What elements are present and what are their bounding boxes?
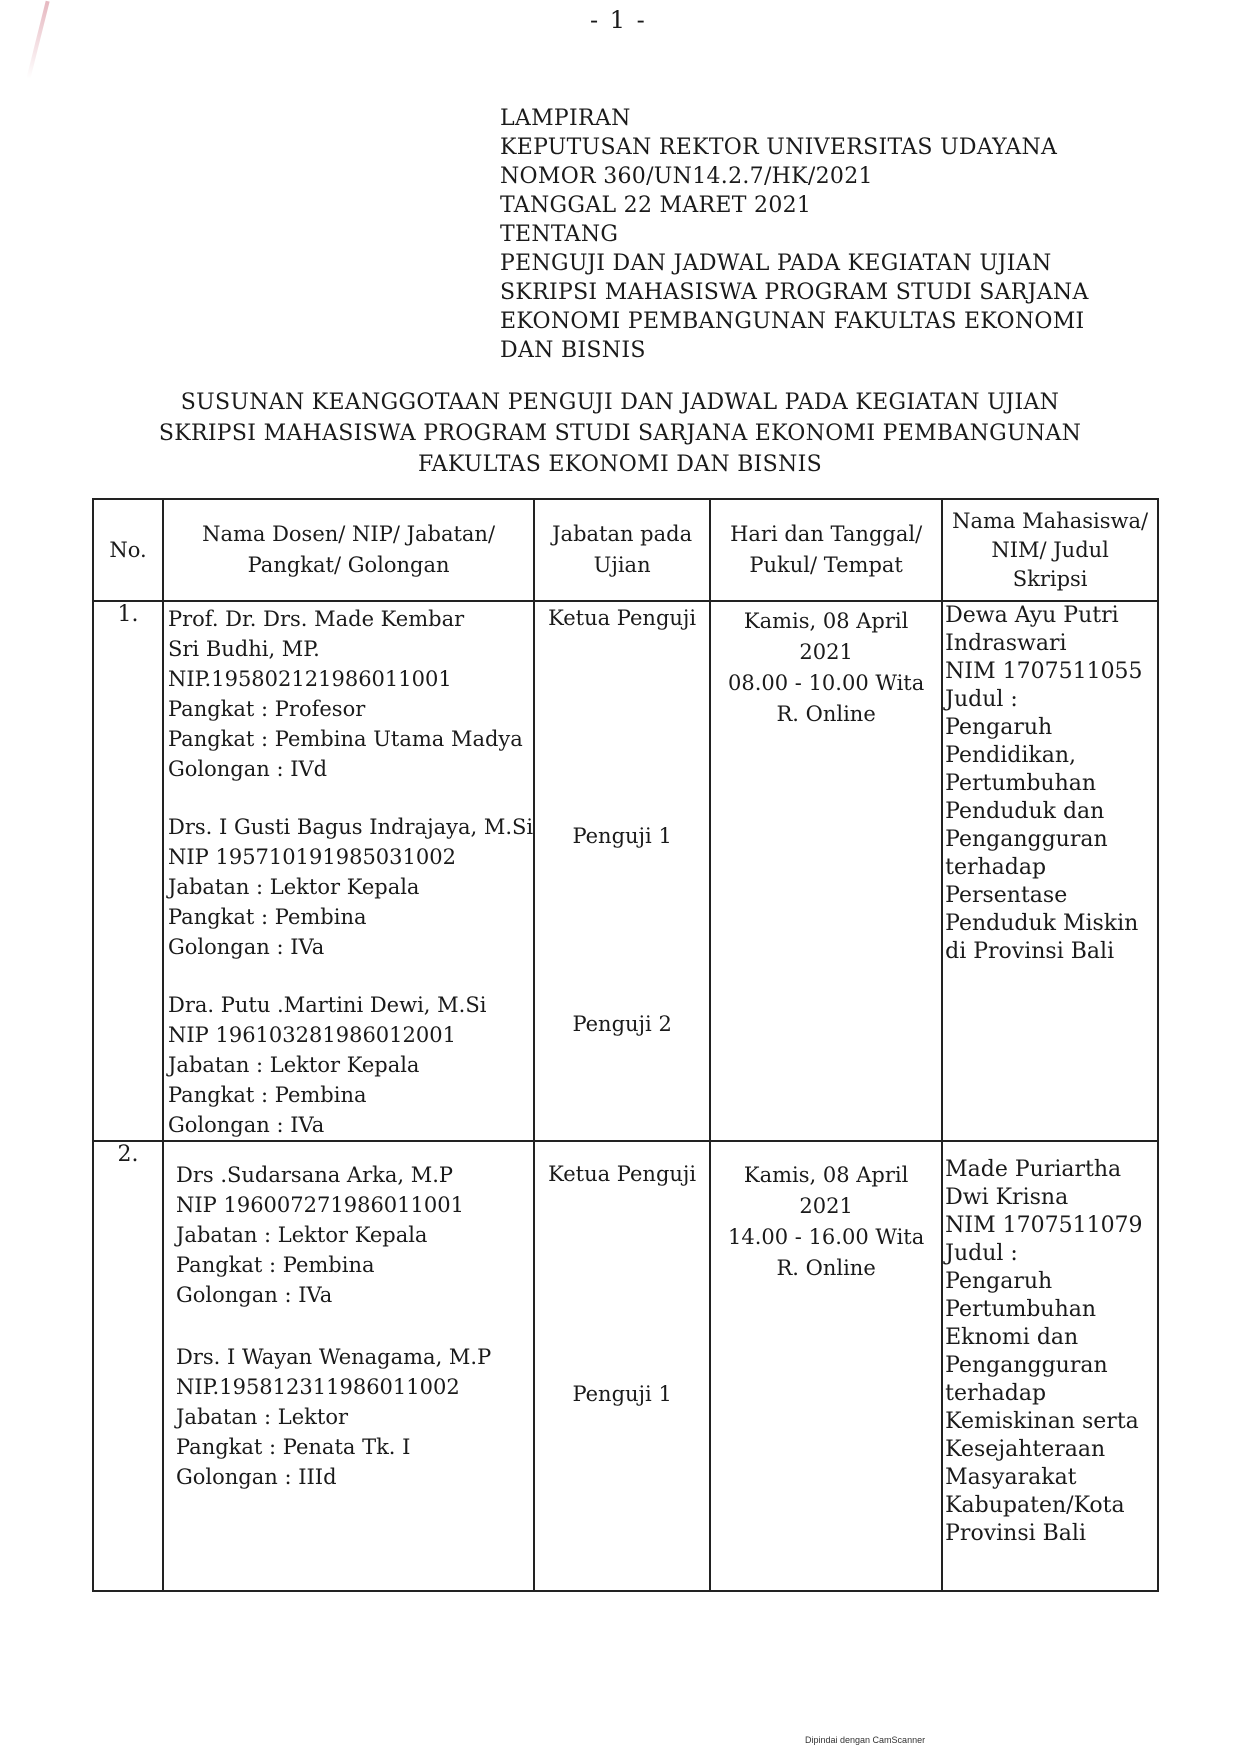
exam-role-list [534, 1141, 710, 1591]
scanner-watermark: Dipindai dengan CamScanner [805, 1735, 926, 1745]
exam-role-list [534, 601, 710, 1141]
row-number: 1. [93, 601, 163, 1141]
exam-schedule: Kamis, 08 April 2021 08.00 - 10.00 Wita R. Online [710, 601, 942, 1141]
header-line: TANGGAL 22 MARET 2021 [500, 193, 812, 218]
decree-header [500, 104, 1100, 365]
header-line: TENTANG [500, 222, 619, 247]
examiner-list [163, 1141, 534, 1591]
header-line: EKONOMI PEMBANGUNAN FAKULTAS EKONOMI [500, 309, 1085, 334]
student-info: Made Puriartha Dwi Krisna NIM 1707511079 Judul : Pengaruh Pertumbuhan Eknomi dan Pengangguran terhadap Kemiskinan serta Kesejahteraan Masyarakat Kabupaten/Kota Provinsi Bali [942, 1141, 1158, 1591]
student-info: Dewa Ayu Putri Indraswari NIM 1707511055 Judul : Pengaruh Pendidikan, Pertumbuhan Penduduk dan Pengangguran terhadap Persentase Penduduk Miskin di Provinsi Bali [942, 601, 1158, 1141]
title-line: FAKULTAS EKONOMI DAN BISNIS [418, 452, 822, 477]
header-no: No. [93, 499, 163, 601]
examiner-schedule-table [92, 498, 1159, 1592]
title-line: SUSUNAN KEANGGOTAAN PENGUJI DAN JADWAL PADA KEGIATAN UJIAN [180, 390, 1060, 415]
examiner-entry: Prof. Dr. Drs. Made Kembar Sri Budhi, MP. NIP.195802121986011001 Pangkat : Profesor Pangkat : Pembina Utama Madya Golongan : IVd [168, 607, 523, 781]
header-line: PENGUJI DAN JADWAL PADA KEGIATAN UJIAN [500, 251, 1052, 276]
page-number: - 1 - [590, 6, 647, 34]
header-line: DAN BISNIS [500, 338, 646, 363]
exam-role: Penguji 1 [572, 1382, 672, 1406]
exam-role: Penguji 1 [572, 824, 672, 848]
row-number: 2. [93, 1141, 163, 1591]
examiner-entry: Drs .Sudarsana Arka, M.P NIP 196007271986011001 Jabatan : Lektor Kepala Pangkat : Pembina Golongan : IVa [176, 1163, 464, 1307]
header-jabatan: Jabatan pada Ujian [534, 499, 710, 601]
examiner-entry: Drs. I Wayan Wenagama, M.P NIP.195812311986011002 Jabatan : Lektor Pangkat : Penata Tk. I Golongan : IIId [176, 1345, 492, 1489]
header-line: KEPUTUSAN REKTOR UNIVERSITAS UDAYANA [500, 135, 1058, 160]
table-row [93, 1141, 1158, 1591]
exam-role: Ketua Penguji [548, 1162, 697, 1186]
exam-role: Ketua Penguji [548, 606, 697, 630]
header-mahasiswa: Nama Mahasiswa/ NIM/ Judul Skripsi [942, 499, 1158, 601]
examiner-entry: Drs. I Gusti Bagus Indrajaya, M.Si NIP 195710191985031002 Jabatan : Lektor Kepala Pangkat : Pembina Golongan : IVa [168, 815, 534, 959]
header-hari: Hari dan Tanggal/ Pukul/ Tempat [710, 499, 942, 601]
examiner-list [163, 601, 534, 1141]
margin-mark [26, 1, 49, 80]
table-header-row [93, 499, 1158, 601]
header-line: NOMOR 360/UN14.2.7/HK/2021 [500, 164, 873, 189]
exam-schedule: Kamis, 08 April 2021 14.00 - 16.00 Wita R. Online [710, 1141, 942, 1591]
header-line: SKRIPSI MAHASISWA PROGRAM STUDI SARJANA [500, 280, 1089, 305]
exam-role: Penguji 2 [572, 1012, 672, 1036]
examiner-entry: Dra. Putu .Martini Dewi, M.Si NIP 196103281986012001 Jabatan : Lektor Kepala Pangkat : Pembina Golongan : IVa [168, 993, 487, 1137]
table-row [93, 601, 1158, 1141]
document-title [90, 387, 1150, 480]
header-line: LAMPIRAN [500, 106, 631, 131]
title-line: SKRIPSI MAHASISWA PROGRAM STUDI SARJANA EKONOMI PEMBANGUNAN [158, 421, 1082, 446]
header-dosen: Nama Dosen/ NIP/ Jabatan/ Pangkat/ Golongan [163, 499, 534, 601]
